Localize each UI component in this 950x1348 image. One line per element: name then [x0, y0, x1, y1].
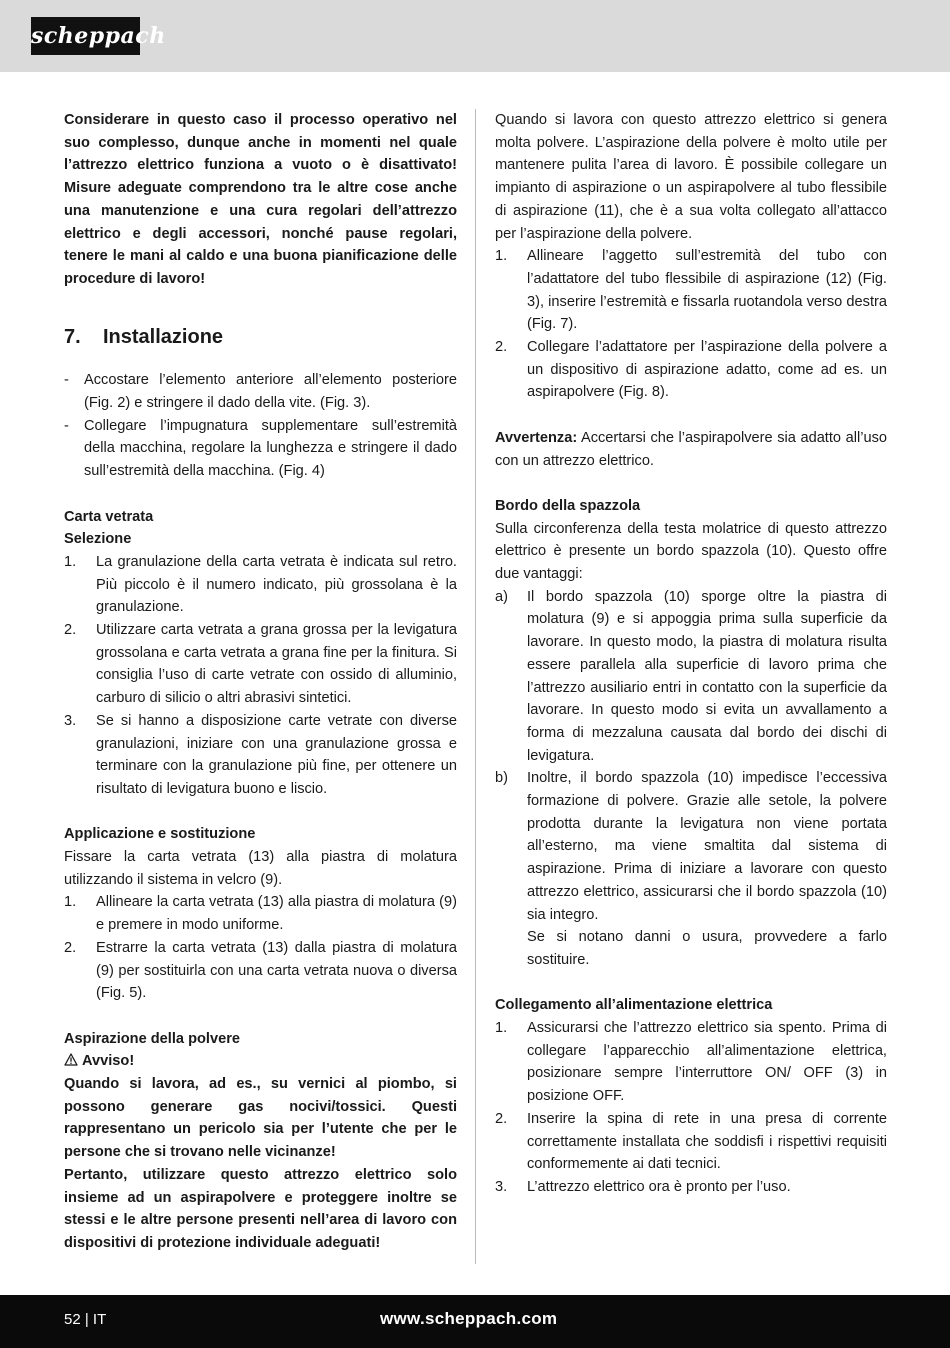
install-list	[64, 369, 457, 483]
list-item: 3. L’attrezzo elettrico ora è pronto per l’uso.	[495, 1179, 791, 1195]
warning-text-2: Pertanto, utilizzare questo attrezzo elettrico solo insieme ad un aspirapolvere e proteggere inoltre se stessi e le altre persone presenti nell’area di lavoro con dispositivi di protezione individuale adeguati!	[64, 1166, 457, 1251]
list-item	[495, 926, 887, 971]
dust-heading: Aspirazione della polvere	[64, 1030, 240, 1047]
page-number: 52 | IT	[64, 1311, 107, 1328]
dust-intro: Quando si lavora con questo attrezzo elettrico si genera molta polvere. L’aspirazione della polvere è molto utile per mantenere pulita l’area di lavoro. È possibile collegare un impianto di aspirazione o un aspirapolvere al tubo flessibile di aspirazione (11), che è a sua volta collegato all’attacco per l’aspirazione della polvere.	[495, 112, 887, 242]
list-item: 2. Estrarre la carta vetrata (13) dalla piastra di molatura (9) per sostituirla con una carta vetrata nuova o diversa (Fig. 5).	[64, 939, 457, 1002]
section-number: 7.	[64, 326, 81, 349]
application-heading: Applicazione e sostituzione	[64, 826, 256, 843]
intro-paragraph: Considerare in questo caso il processo operativo nel suo complesso, dunque anche in momenti nel quale l’attrezzo elettrico funziona a vuoto o è disattivato! Misure adeguate comprendono tra le altre cose anche una manutenzione e una cura regolari dell’attrezzo elettrico e degli accessori, nonché pause regolari, tenere le mani al caldo e una buona pianificazione delle procedure di lavoro!	[64, 112, 457, 287]
page-header	[0, 0, 950, 72]
warning-text-1: Quando si lavora, ad es., su vernici al piombo, si possono generare gas nocivi/tossici. Questi rappresentano un pericolo sia per l’utente che per le persone che si trovano nelle vicinanze!	[64, 1076, 457, 1161]
warning-triangle-icon	[64, 1053, 78, 1066]
website-link[interactable]: www.scheppach.com	[380, 1309, 558, 1328]
list-item: 2. Utilizzare carta vetrata a grana grossa per la levigatura grossolana e carta vetrata a grana fine per la finitura. Si consiglia l’uso di carte vetrate con ossido di alluminio, carburo di silicio o altri abrasivi sintetici.	[64, 622, 457, 707]
scheppach-logo: scheppach	[31, 17, 140, 55]
list-item: 1. Assicurarsi che l’attrezzo elettrico sia spento. Prima di collegare l’apparecchio all’alimentazione elettrica, posizionare sempre l’interruttore ON/ OFF (3) in posizione OFF.	[495, 1020, 887, 1105]
list-item: 1. Allineare l’aggetto sull’estremità del tubo con l’adattatore del tubo flessibile di aspirazione (12) (Fig. 3), inserire l’estremità e fissarla ruotandola verso destra (Fig. 7).	[495, 248, 887, 333]
power-list	[495, 1017, 887, 1199]
warning-label: Avviso!	[82, 1053, 135, 1070]
list-item: 3. Se si hanno a disposizione carte vetrate con diverse granulazioni, iniziare con una granulazione grossa e terminare con la granulazione più fine, per ottenere un risultato di levigatura buono e liscio.	[64, 712, 457, 797]
column-divider	[475, 109, 476, 1264]
list-item: 2. Inserire la spina di rete in una presa di corrente correttamente installata che soddisfi i rispettivi requisiti conformemente ai dati tecnici.	[495, 1110, 887, 1173]
application-list	[64, 891, 457, 1005]
application-text: Fissare la carta vetrata (13) alla piastra di molatura utilizzando il sistema in velcro (9).	[64, 849, 457, 888]
note-text: Accertarsi che l’aspirapolvere sia adatto all’uso con un attrezzo elettrico.	[495, 429, 887, 469]
list-item: - Collegare l’impugnatura supplementare sull’estremità della macchina, regolare la lunghezza e stringere il dado sull’estremità della macchina. (Fig. 4)	[64, 417, 457, 480]
list-item: - Accostare l’elemento anteriore all’elemento posteriore (Fig. 2) e stringere il dado della vite. (Fig. 3).	[64, 372, 457, 412]
brush-intro: Sulla circonferenza della testa molatrice di questo attrezzo elettrico è presente un bordo spazzola (10). Questo offre due vantaggi:	[495, 520, 887, 583]
note-label: Avvertenza:	[495, 429, 578, 446]
dust-list	[495, 245, 887, 404]
sandpaper-heading: Carta vetrata	[64, 508, 154, 525]
selection-heading: Selezione	[64, 531, 132, 548]
page-footer	[0, 1295, 950, 1348]
list-item: a) Il bordo spazzola (10) sporge oltre la piastra di molatura (9) e si appoggia prima sulla superficie da lavorare. In questo modo, la piastra di molatura risulta essere parallela alla superficie di lavoro prima che l’attrezzo ausiliario entri in contatto con la superficie da lavorare. In questo modo si evita un avvallamento a forma di mezzaluna causata dal bordo dei dischi di levigatura.	[495, 588, 887, 764]
brush-damage-note: Se si notano danni o usura, provvedere a farlo sostituire.	[527, 929, 887, 968]
section-heading	[64, 323, 457, 351]
list-item: b) Inoltre, il bordo spazzola (10) impedisce l’eccessiva formazione di polvere. Grazie alle setole, la polvere prodotta durante la levigatura non viene portata all’esterno, ma viene smaltita dal sistema di aspirazione. Prima di iniziare a lavorare con questo attrezzo elettrico, assicurarsi che il bordo spazzola (10) sia integro.	[495, 770, 887, 923]
power-heading: Collegamento all’alimentazione elettrica	[495, 997, 773, 1014]
brush-list	[495, 586, 887, 972]
section-title: Installazione	[103, 326, 224, 349]
brush-heading: Bordo della spazzola	[495, 497, 641, 514]
left-column	[64, 109, 457, 1255]
note-paragraph	[495, 427, 887, 472]
right-column	[495, 109, 887, 1199]
list-item: 1. La granulazione della carta vetrata è indicata sul retro. Più piccolo è il numero indicato, più grossolana è la granulazione.	[64, 553, 457, 616]
list-item: 2. Collegare l’adattatore per l’aspirazione della polvere a un dispositivo di aspirazione adatto, come ad es. un aspirapolvere (Fig. 8).	[495, 339, 887, 401]
selection-list	[64, 551, 457, 801]
list-item: 1. Allineare la carta vetrata (13) alla piastra di molatura (9) e premere in modo uniforme.	[64, 894, 457, 934]
warning-line	[64, 1050, 457, 1073]
